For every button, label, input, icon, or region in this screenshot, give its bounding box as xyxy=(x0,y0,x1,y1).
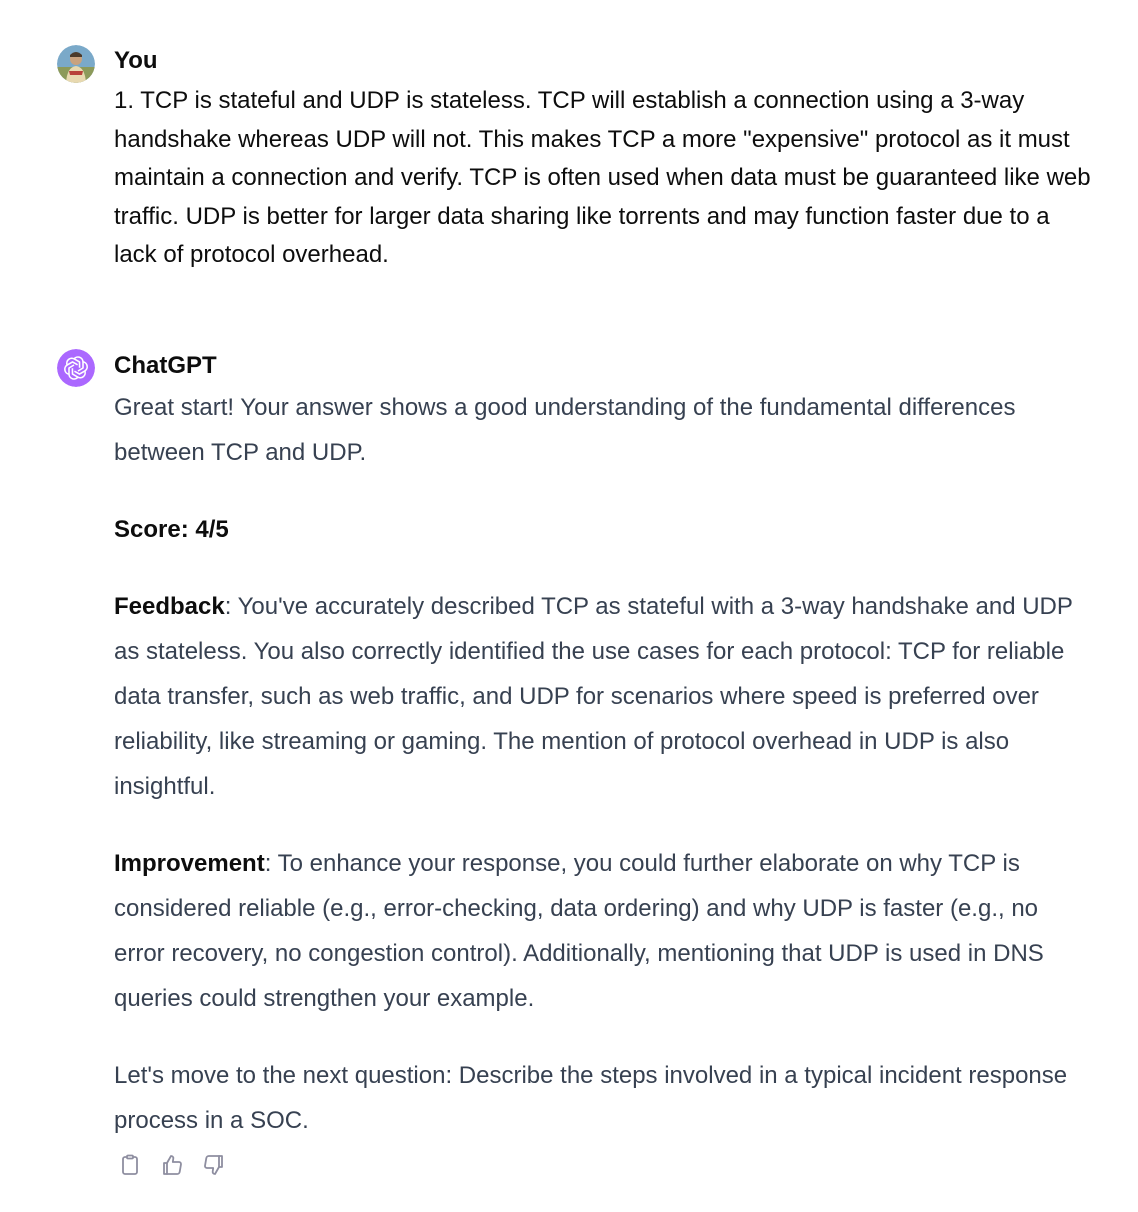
feedback-text: : You've accurately described TCP as stateful with a 3-way handshake and UDP as stateless. You also correctly identified the use cases for each protocol: TCP for reliable data transfer, such as web traffic, and UDP for scenarios where speed is preferred over reliability, like streaming or gaming. The mention of protocol overhead in UDP is also insightful. xyxy=(114,593,1073,800)
improvement-paragraph xyxy=(114,841,1094,1021)
improvement-text: : To enhance your response, you could further elaborate on why TCP is considered reliable (e.g., error-checking, data ordering) and why UDP is faster (e.g., no error recovery, no congestion control). Additionally, mentioning that UDP is used in DNS queries could strengthen your example. xyxy=(114,850,1044,1012)
user-message-text: 1. TCP is stateful and UDP is stateless. TCP will establish a connection using a 3-way handshake whereas UDP will not. This makes TCP a more "expensive" protocol as it must maintain a connection and verify. TCP is often used when data must be guaranteed like web traffic. UDP is better for larger data sharing like torrents and may function faster due to a lack of protocol overhead. xyxy=(114,87,1091,268)
thumbs-up-button[interactable] xyxy=(156,1149,188,1181)
user-author-name: You xyxy=(114,47,158,74)
assistant-author-name: ChatGPT xyxy=(114,352,217,379)
assistant-message-body xyxy=(114,385,1094,1175)
feedback-paragraph xyxy=(114,584,1094,809)
score-paragraph xyxy=(114,507,1094,552)
clipboard-icon xyxy=(118,1153,142,1177)
thumbs-up-icon xyxy=(160,1153,184,1177)
assistant-intro: Great start! Your answer shows a good understanding of the fundamental differences between TCP and UDP. xyxy=(114,394,1016,466)
user-avatar[interactable] xyxy=(57,45,95,83)
score-text: Score: 4/5 xyxy=(114,516,229,543)
thumbs-down-button[interactable] xyxy=(198,1149,230,1181)
feedback-label: Feedback xyxy=(114,593,225,620)
copy-button[interactable] xyxy=(114,1149,146,1181)
next-question: Let's move to the next question: Describe the steps involved in a typical incident response process in a SOC. xyxy=(114,1062,1068,1134)
thumbs-down-icon xyxy=(202,1153,226,1177)
improvement-label: Improvement xyxy=(114,850,265,877)
chatgpt-logo-icon xyxy=(57,349,95,387)
message-actions xyxy=(114,1149,230,1181)
